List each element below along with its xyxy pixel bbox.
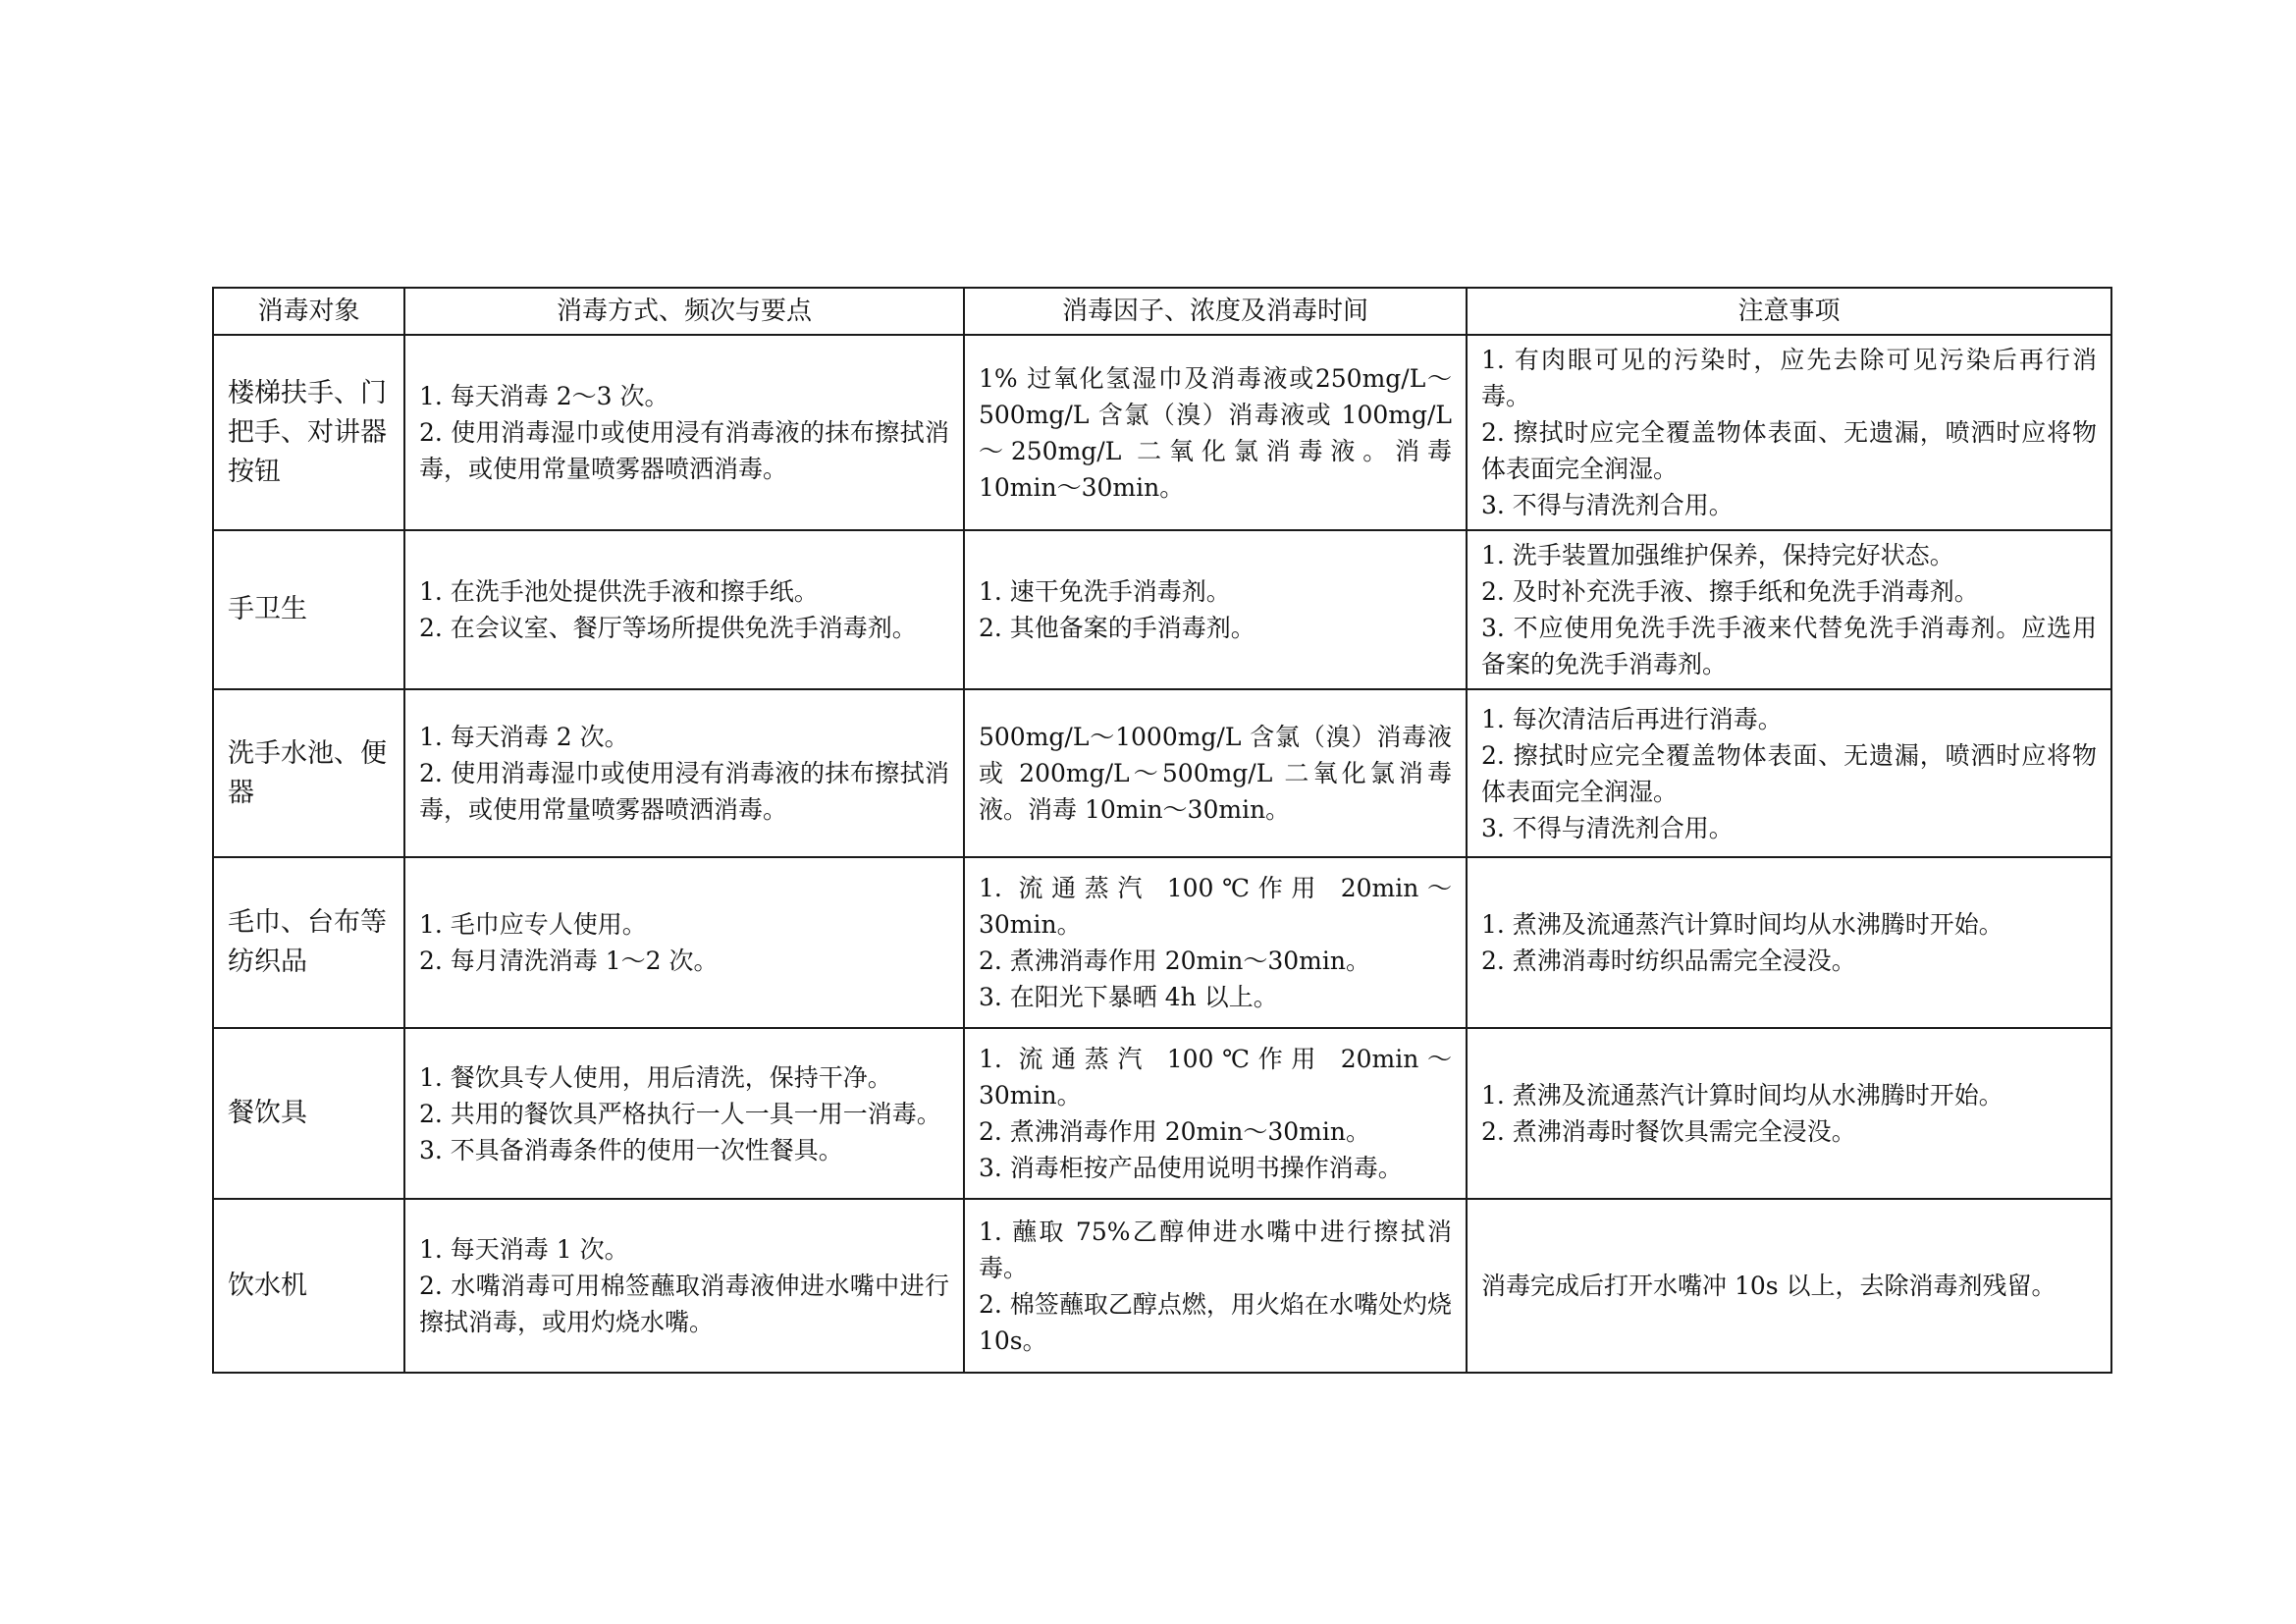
cell-notes [1467,335,2111,530]
method-line: 1. 每天消毒 2 次。 [419,723,629,751]
cell-method [404,1199,964,1373]
method-line: 1. 每天消毒 2～3 次。 [419,382,669,410]
factor-line: 3. 在阳光下暴晒 4h 以上。 [979,983,1278,1011]
notes-line: 1. 洗手装置加强维护保养，保持完好状态。 [1481,541,1954,569]
factor-line: 2. 煮沸消毒作用 20min～30min。 [979,947,1370,975]
factor-line: 2. 其他备案的手消毒剂。 [979,614,1255,642]
factor-line: 500mg/L～1000mg/L 含氯（溴）消毒液或 200mg/L～500mg/L 二氧化氯消毒液。消毒 10min～30min。 [979,723,1452,824]
notes-line: 2. 擦拭时应完全覆盖物体表面、无遗漏，喷洒时应将物体表面完全润湿。 [1481,418,2097,483]
cell-object: 毛巾、台布等纺织品 [213,857,404,1028]
header-factor: 消毒因子、浓度及消毒时间 [964,288,1467,335]
notes-line: 2. 煮沸消毒时餐饮具需完全浸没。 [1481,1117,1856,1146]
header-object: 消毒对象 [213,288,404,335]
cell-method [404,857,964,1028]
notes-line: 1. 每次清洁后再进行消毒。 [1481,704,1783,733]
cell-object: 饮水机 [213,1199,404,1373]
method-line: 1. 餐饮具专人使用，用后清洗，保持干净。 [419,1062,892,1092]
cell-method [404,1028,964,1199]
cell-object: 餐饮具 [213,1028,404,1199]
cell-method [404,530,964,689]
cell-factor [964,1028,1467,1199]
cell-notes [1467,857,2111,1028]
cell-factor [964,857,1467,1028]
cell-factor [964,689,1467,857]
cell-factor [964,335,1467,530]
cell-notes [1467,689,2111,857]
notes-line: 消毒完成后打开水嘴冲 10s 以上，去除消毒剂残留。 [1481,1272,2056,1300]
notes-line: 3. 不得与清洗剂合用。 [1481,813,1734,842]
cell-object: 手卫生 [213,530,404,689]
cell-factor [964,1199,1467,1373]
factor-line: 1. 蘸取 75%乙醇伸进水嘴中进行擦拭消毒。 [979,1217,1452,1282]
notes-line: 3. 不得与清洗剂合用。 [1481,491,1734,519]
cell-notes [1467,530,2111,689]
method-line: 2. 使用消毒湿巾或使用浸有消毒液的抹布擦拭消毒，或使用常量喷雾器喷洒消毒。 [419,418,949,483]
table-row [213,1199,2111,1373]
method-line: 2. 水嘴消毒可用棉签蘸取消毒液伸进水嘴中进行擦拭消毒，或用灼烧水嘴。 [419,1272,949,1336]
method-line: 2. 在会议室、餐厅等场所提供免洗手消毒剂。 [419,614,917,642]
factor-line: 2. 棉签蘸取乙醇点燃，用火焰在水嘴处灼烧 10s。 [979,1289,1452,1355]
factor-line: 3. 消毒柜按产品使用说明书操作消毒。 [979,1154,1403,1182]
notes-line: 1. 煮沸及流通蒸汽计算时间均从水沸腾时开始。 [1481,910,2003,939]
cell-method [404,335,964,530]
factor-line: 1% 过氧化氢湿巾及消毒液或250mg/L～500mg/L 含氯（溴）消毒液或 100mg/L～250mg/L 二氧化氯消毒液。消毒 10min～30min。 [979,363,1452,502]
method-line: 2. 每月清洗消毒 1～2 次。 [419,947,719,975]
notes-line: 3. 不应使用免洗手洗手液来代替免洗手消毒剂。应选用备案的免洗手消毒剂。 [1481,614,2097,678]
disinfection-table [212,287,2112,1374]
notes-line: 2. 及时补充洗手液、擦手纸和免洗手消毒剂。 [1481,577,1979,606]
factor-line: 1. 速干免洗手消毒剂。 [979,577,1231,606]
factor-line: 1. 流通蒸汽 100℃作用 20min～30min。 [979,874,1452,939]
notes-line: 1. 煮沸及流通蒸汽计算时间均从水沸腾时开始。 [1481,1081,2003,1110]
method-line: 1. 在洗手池处提供洗手液和擦手纸。 [419,577,819,606]
table-row [213,689,2111,857]
table-row [213,1028,2111,1199]
table-row [213,335,2111,530]
header-notes: 注意事项 [1467,288,2111,335]
notes-line: 2. 煮沸消毒时纺织品需完全浸没。 [1481,947,1856,975]
notes-line: 1. 有肉眼可见的污染时，应先去除可见污染后再行消毒。 [1481,346,2097,410]
factor-line: 1. 流通蒸汽 100℃作用 20min～30min。 [979,1045,1452,1110]
notes-line: 2. 擦拭时应完全覆盖物体表面、无遗漏，喷洒时应将物体表面完全润湿。 [1481,740,2097,806]
cell-notes [1467,1199,2111,1373]
factor-line: 2. 煮沸消毒作用 20min～30min。 [979,1117,1370,1146]
cell-factor [964,530,1467,689]
table-row [213,530,2111,689]
document-page [212,287,2110,1374]
method-line: 2. 使用消毒湿巾或使用浸有消毒液的抹布擦拭消毒，或使用常量喷雾器喷洒消毒。 [419,759,949,824]
cell-notes [1467,1028,2111,1199]
cell-object: 楼梯扶手、门把手、对讲器按钮 [213,335,404,530]
method-line: 3. 不具备消毒条件的使用一次性餐具。 [419,1135,843,1164]
table-row [213,857,2111,1028]
cell-method [404,689,964,857]
cell-object: 洗手水池、便器 [213,689,404,857]
method-line: 1. 毛巾应专人使用。 [419,910,647,939]
method-line: 1. 每天消毒 1 次。 [419,1235,629,1264]
header-method: 消毒方式、频次与要点 [404,288,964,335]
method-line: 2. 共用的餐饮具严格执行一人一具一用一消毒。 [419,1099,941,1128]
table-header-row [213,288,2111,335]
